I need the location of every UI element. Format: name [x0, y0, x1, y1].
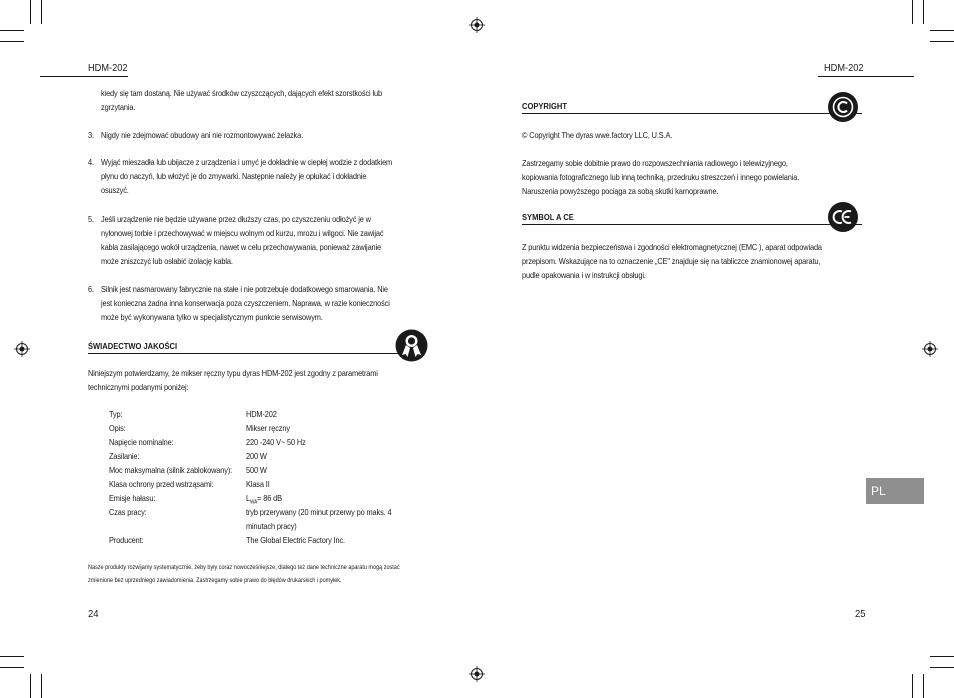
list-item: Nigdy nie zdejmować obudowy ani nie rozmontowywać żelazka.: [101, 130, 304, 140]
right-header-rule: [818, 76, 914, 77]
list-item: Jeśli urządzenie nie będzie używane przez dłuższy czas, po czyszczeniu odłożyć je w nylonowej torbie i przechowywać w miejscu wolnym od kurzu, mrozu i wilgoci. Nie zawijać kabla zasilającego wokół urządzenia, nawet w celu przechowywania, ponieważ zawijanie może zniszczyć lub osłabić izolację kabla.: [101, 214, 384, 266]
ce-section-rule: [522, 224, 862, 225]
list-item-number: 4.: [88, 157, 94, 167]
left-header: HDM-202: [88, 62, 128, 74]
language-tab: PL: [866, 478, 924, 504]
registration-mark-icon: [469, 666, 485, 682]
copyright-section-rule: [522, 113, 862, 114]
page-number: 24: [88, 608, 99, 620]
list-item-number: 6.: [88, 284, 94, 294]
registration-mark-icon: [469, 17, 485, 33]
ce-section-title: SYMBOL A CE: [522, 212, 574, 222]
footnote: Nasze produkty rozwijamy systematycznie, żeby były coraz nowocześniejsze, dlatego też dane techniczne aparatu mogą zostać zmienione bez uprzedniego zawiadomienia. Zastrzegamy sobie prawo do błędów drukarskich i pomyłek.: [88, 564, 400, 584]
copyright-section-title: COPYRIGHT: [522, 101, 567, 111]
ce-body: Z punktu widzenia bezpieczeństwa i zgodności elektromagnetycznej (EMC ), aparat odpowiada przepisom. Wskazujące na to oznaczenie „CE" znajduje się na tabliczce znamionowej aparatu, pudle opakowania i w instrukcji obsługi.: [522, 242, 822, 280]
right-header: HDM-202: [824, 62, 864, 74]
list-item-number: 3.: [88, 130, 94, 140]
ce-mark-icon: [828, 202, 858, 232]
registration-mark-icon: [922, 341, 938, 357]
quality-section-rule: [88, 353, 398, 354]
quality-section-title: ŚWIADECTWO JAKOŚCI: [88, 341, 178, 351]
page-number: 25: [855, 608, 866, 620]
quality-intro: Niniejszym potwierdzamy, że mikser ręczny typu dyras HDM-202 jest zgodny z parametrami technicznymi podanymi poniżej:: [88, 368, 378, 392]
list-item: Wyjąć mieszadła lub ubijacze z urządzenia i umyć je dokładnie w ciepłej wodzie z dodatkiem płynu do naczyń, lub włożyć je do zmywarki. Następnie należy je opłukać i dokładnie osuszyć.: [101, 157, 393, 195]
copyright-icon: [828, 92, 858, 122]
left-header-rule: [40, 76, 128, 77]
list-item: Silnik jest nasmarowany fabrycznie na stałe i nie potrzebuje dodatkowego smarowania. Nie jest konieczna żadna inna konserwacja poza czyszczeniem. Naprawa, w razie konieczności może być wykonywana tylko w specjalistycznym punkcie serwisowym.: [101, 284, 390, 322]
registration-mark-icon: [14, 341, 30, 357]
copyright-body: Zastrzegamy sobie dobitnie prawo do rozpowszechniania radiowego i telewizyjnego, kopiowania fotograficznego lub inną techniką, przedruku streszczeń i innego powielania. Naruszenia powyższego pociąga za sobą skutki karnoprawne.: [522, 158, 800, 196]
quality-certificate-icon: [395, 329, 428, 362]
list-item: kiedy się tam dostaną. Nie używać środków czyszczących, dających efekt szorstkości lub zgrzytania.: [101, 88, 382, 112]
list-item-number: 5.: [88, 214, 94, 224]
spec-table: Typ: HDM-202 Opis: Mikser ręczny Napięcie nominalne: 220 -240 V~ 50 Hz Zasilanie: 200 W Moc maksymalna (silnik zablokowany): 500 W Klasa ochrony przed wstrząsami: Klasa II Emisje hałasu: $L_{WA}= 86$ dB Czas pracy: tryb przerywany (20 minut przerwy po maks. 4 minutach pracy) Producent: The Global Electric Factory Inc.: [109, 409, 392, 545]
copyright-line: © Copyright The dyras wwe.factory LLC, U.S.A.: [522, 130, 673, 140]
